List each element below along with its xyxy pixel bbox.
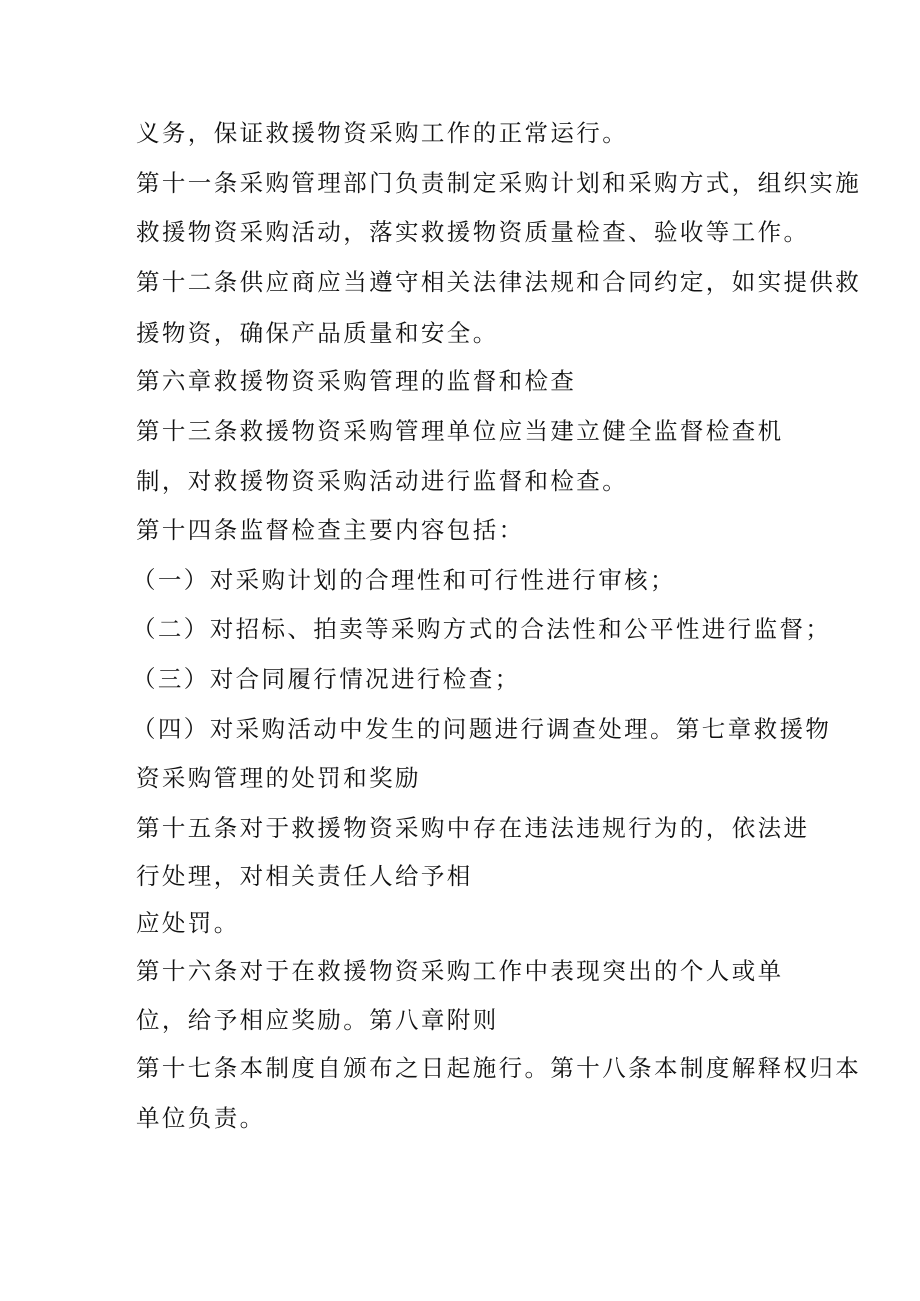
text-line: 义务，保证救援物资采购工作的正常运行。 bbox=[136, 119, 629, 147]
text-line: 第十三条救援物资采购管理单位应当建立健全监督检查机 bbox=[136, 417, 784, 445]
text-line: 资采购管理的处罚和奖励 bbox=[136, 764, 421, 792]
text-line: 应处罚。 bbox=[136, 909, 240, 937]
text-line: 第十五条对于救援物资采购中存在违法违规行为的，依法进 bbox=[136, 814, 810, 842]
text-line: 救援物资采购活动，落实救援物资质量检查、验收等工作。 bbox=[136, 218, 810, 246]
text-line: 制，对救援物资采购活动进行监督和检查。 bbox=[136, 467, 629, 495]
text-line: 单位负责。 bbox=[136, 1104, 266, 1132]
text-line: 第十四条监督检查主要内容包括： bbox=[136, 516, 525, 544]
list-item: （二）对招标、拍卖等采购方式的合法性和公平性进行监督； bbox=[132, 615, 832, 643]
text-line: 第十六条对于在救援物资采购工作中表现突出的个人或单 bbox=[136, 957, 784, 985]
text-line: 援物资，确保产品质量和安全。 bbox=[136, 319, 499, 347]
text-line: 第十七条本制度自颁布之日起施行。第十八条本制度解释权归本 bbox=[136, 1054, 862, 1082]
list-item: （三）对合同履行情况进行检查； bbox=[132, 665, 521, 693]
chapter-heading: 第六章救援物资采购管理的监督和检查 bbox=[136, 367, 577, 395]
text-line: 第十一条采购管理部门负责制定采购计划和采购方式，组织实施 bbox=[136, 169, 862, 197]
text-line: 位，给予相应奖励。第八章附则 bbox=[136, 1006, 499, 1034]
list-item: （一）对采购计划的合理性和可行性进行审核； bbox=[132, 566, 676, 594]
text-line: 行处理，对相关责任人给予相 bbox=[136, 862, 473, 890]
list-item: （四）对采购活动中发生的问题进行调查处理。第七章救援物 bbox=[132, 715, 832, 743]
text-line: 第十二条供应商应当遵守相关法律法规和合同约定，如实提供救 bbox=[136, 268, 862, 296]
